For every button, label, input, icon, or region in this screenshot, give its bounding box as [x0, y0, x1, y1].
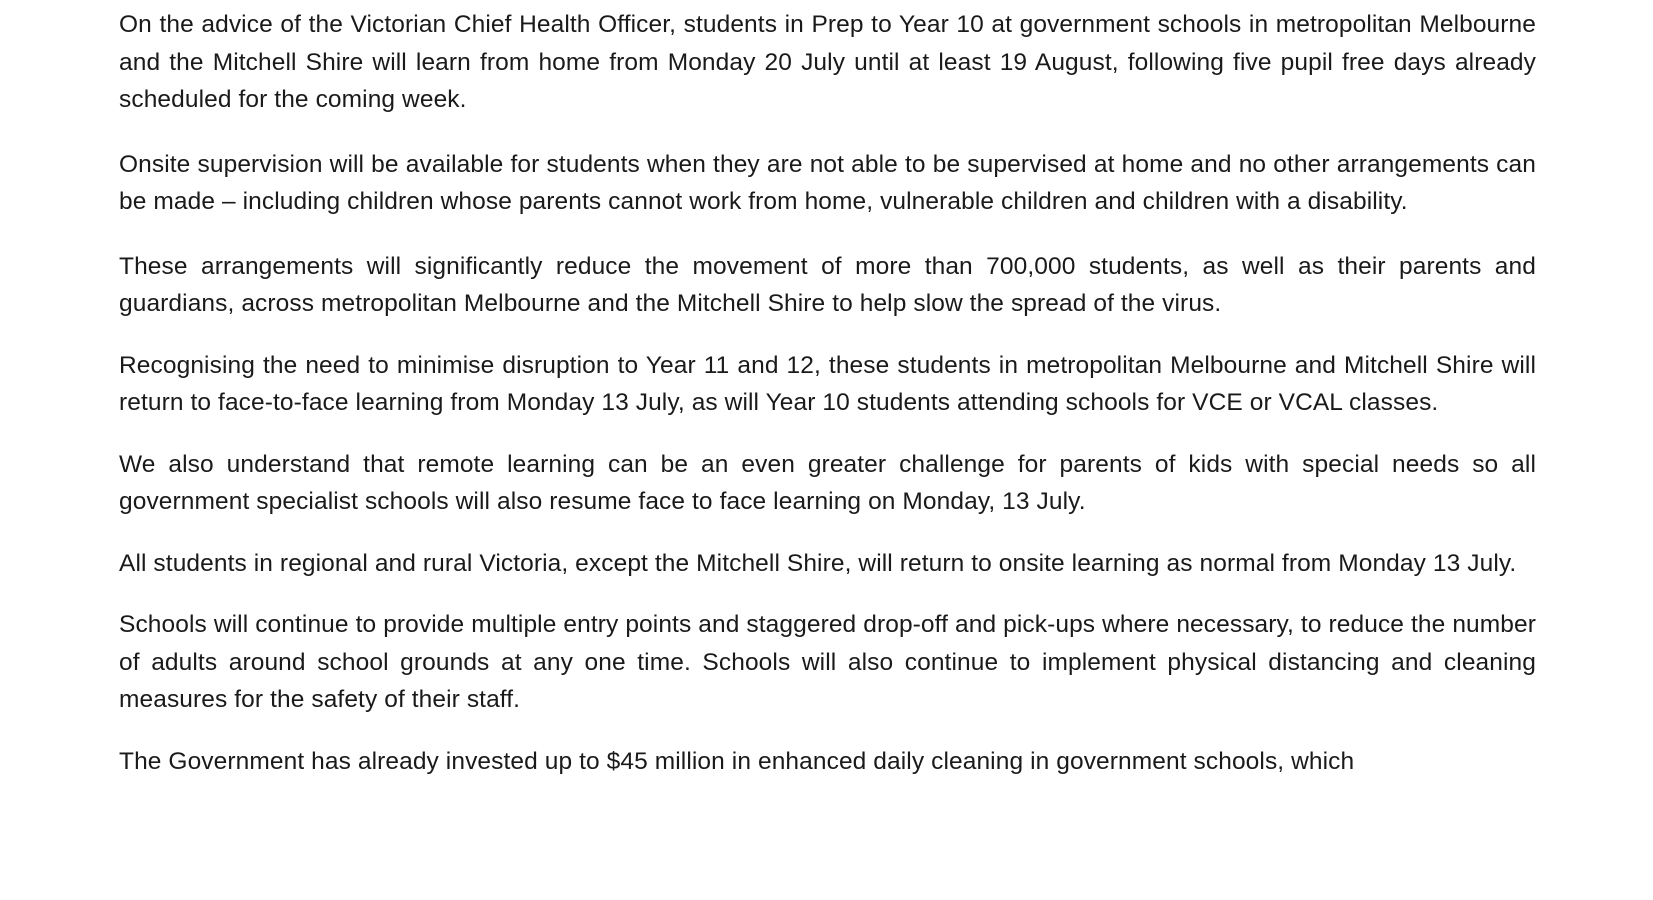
paragraph-regional-rural: All students in regional and rural Victoria, except the Mitchell Shire, will return to onsite learning as normal from Monday 13 July.: [119, 549, 1517, 577]
document-body: [119, 6, 1536, 804]
paragraph-specialist-schools: We also understand that remote learning can be an even greater challenge for parents of kids with special needs so all government specialist schools will also resume face to face learning on Monday, 13 July.: [119, 450, 1536, 515]
paragraph-year-11-12-return: Recognising the need to minimise disruption to Year 11 and 12, these students in metropolitan Melbourne and Mitchell Shire will return to face-to-face learning from Monday 13 July, as will Year 10 students attending schools for VCE or VCAL classes.: [119, 351, 1536, 416]
paragraph-movement-reduction: These arrangements will significantly reduce the movement of more than 700,000 students, as well as their parents and guardians, across metropolitan Melbourne and the Mitchell Shire to help slow the spread of the virus.: [119, 252, 1536, 317]
paragraph-cleaning-investment: The Government has already invested up to $45 million in enhanced daily cleaning in government schools, which: [119, 747, 1355, 775]
paragraph-remote-learning-announcement: On the advice of the Victorian Chief Health Officer, students in Prep to Year 10 at government schools in metropolitan Melbourne and the Mitchell Shire will learn from home from Monday 20 July until at least 19 August, following five pupil free days already scheduled for the coming week.: [119, 11, 1536, 113]
paragraph-school-measures: Schools will continue to provide multiple entry points and staggered drop-off and pick-ups where necessary, to reduce the number of adults around school grounds at any one time. Schools will also continue to implement physical distancing and cleaning measures for the safety of their staff.: [119, 611, 1536, 713]
paragraph-onsite-supervision: Onsite supervision will be available for students when they are not able to be supervised at home and no other arrangements can be made – including children whose parents cannot work from home, vulnerable children and children with a disability.: [119, 150, 1536, 215]
